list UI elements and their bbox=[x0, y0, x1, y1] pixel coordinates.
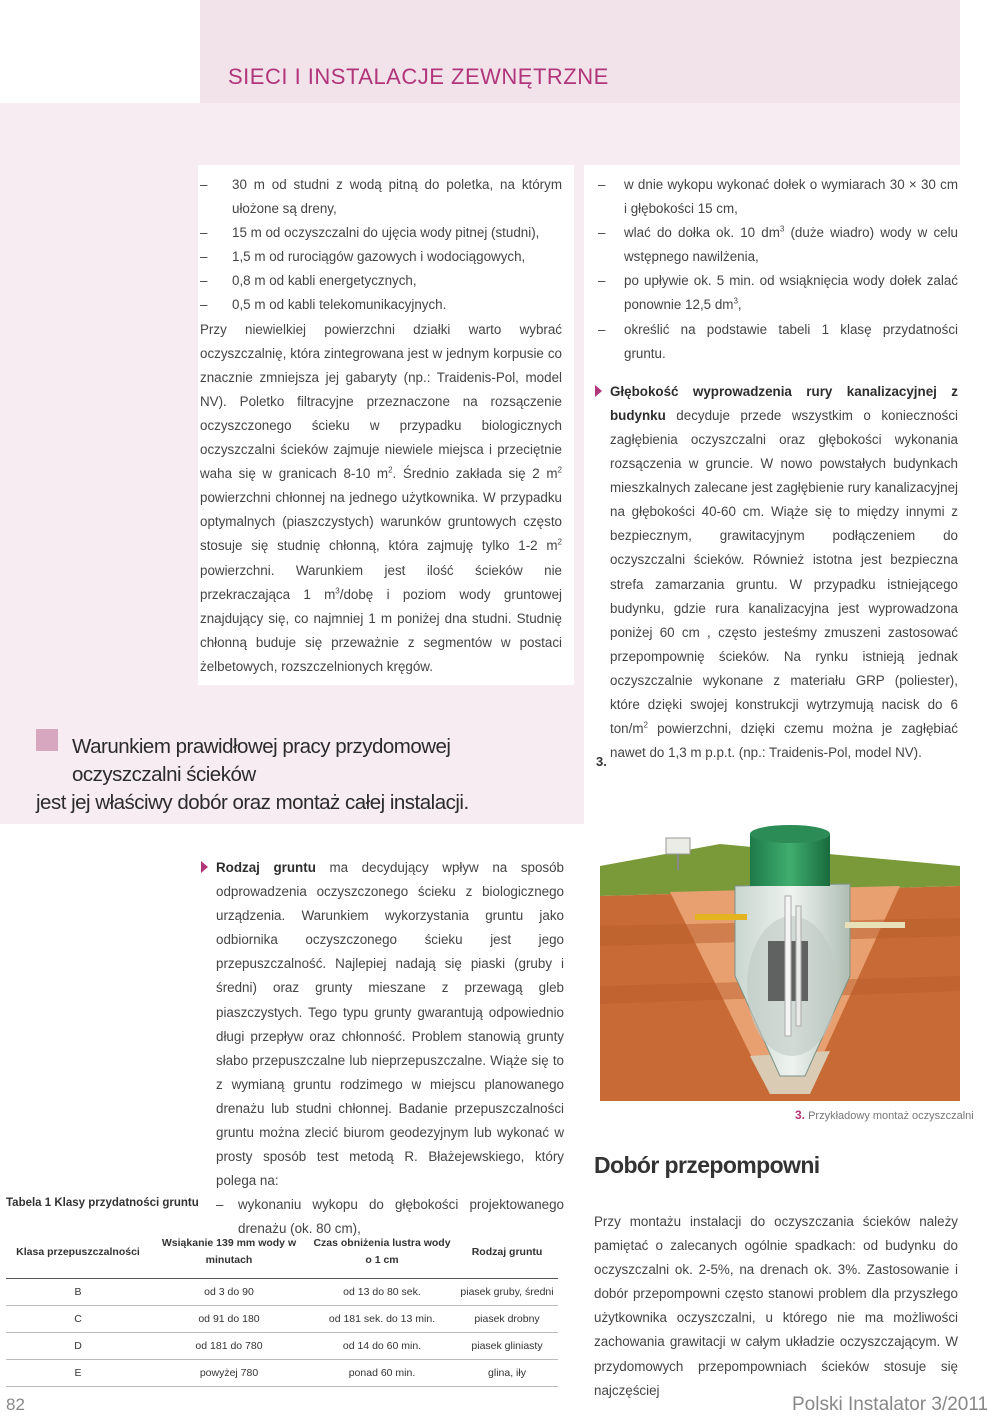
magazine-name: Polski Instalator 3/2011 bbox=[792, 1394, 988, 1415]
table-header-cell: Rodzaj gruntu bbox=[456, 1226, 558, 1279]
figure-number: 3. bbox=[596, 754, 607, 769]
table-cell: od 181 do 780 bbox=[150, 1333, 308, 1360]
table-header-row bbox=[6, 1226, 558, 1279]
table-row bbox=[6, 1306, 558, 1333]
section-paragraph: Przy montażu instalacji do oczyszczania ścieków należy pamiętać o zalecanych ogólnie spadkach: od budynku do oczyszczalni ok. 2-5%, na drenach ok. 3%. Zastosowanie i dobór przepompowni często stanowi problem dla przyszłego użytkownika oczyszczalni, u którego nie ma możliwości zachowania grawitacji w całym układzie oczyszczającym. W przydomowych przepompowniach ścieków stosuje się najczęściej bbox=[594, 1214, 958, 1398]
test-step-item: – określić na podstawie tabeli 1 klasę przydatności gruntu. bbox=[598, 318, 958, 366]
table-cell: C bbox=[6, 1306, 150, 1333]
section-heading: Dobór przepompowni bbox=[594, 1152, 820, 1178]
header-left-white bbox=[0, 0, 200, 103]
distance-item: – 0,5 m od kabli telekomunikacyjnych. bbox=[200, 293, 562, 317]
table-cell: piasek drobny bbox=[456, 1306, 558, 1333]
table-title: Tabela 1 Klasy przydatności gruntu bbox=[6, 1197, 199, 1209]
table-cell: piasek gruby, średni bbox=[456, 1279, 558, 1306]
table-cell: od 91 do 180 bbox=[150, 1306, 308, 1333]
septic-tank-illustration bbox=[600, 826, 960, 1106]
table-cell: D bbox=[6, 1333, 150, 1360]
distance-item: – 15 m od oczyszczalni do ujęcia wody pitnej (studni), bbox=[200, 221, 562, 245]
table-cell: E bbox=[6, 1360, 150, 1387]
table-row bbox=[6, 1279, 558, 1306]
table-header-cell: Wsiąkanie 139 mm wody w minutach bbox=[150, 1226, 308, 1279]
pull-quote bbox=[36, 733, 546, 817]
distance-item: – 30 m od studni z wodą pitną do poletka, na którym ułożone są dreny, bbox=[200, 173, 562, 221]
section-header-title: SIECI I INSTALACJE ZEWNĘTRZNE bbox=[228, 64, 609, 89]
distance-item: – 0,8 m od kabli energetycznych, bbox=[200, 269, 562, 293]
table-cell: od 3 do 90 bbox=[150, 1279, 308, 1306]
top-right-column bbox=[598, 173, 958, 765]
test-step-item: – w dnie wykopu wykonać dołek o wymiarach 30 × 30 cm i głębokości 15 cm, bbox=[598, 173, 958, 221]
test-step-item: – wlać do dołka ok. 10 $dm^3$ (duże wiadro) wody w celu wstępnego nawilżenia, bbox=[598, 221, 958, 269]
table-cell: od 13 do 80 sek. bbox=[308, 1279, 456, 1306]
table-cell: powyżej 780 bbox=[150, 1360, 308, 1387]
table-cell: piasek gliniasty bbox=[456, 1333, 558, 1360]
bullet-marker-icon bbox=[595, 385, 602, 397]
quote-line-2: jest jej właściwy dobór oraz montaż całej instalacji. bbox=[36, 791, 469, 814]
quote-line-1: Warunkiem prawidłowej pracy przydomowej oczyszczalni ścieków bbox=[72, 735, 451, 786]
paragraph-small-plot: Przy niewielkiej powierzchni działki warto wybrać oczyszczalnię, która zintegrowana jest w jednym korpusie co znacznie zmniejsza jej gabaryty (np.: Traidenis-Pol, model NV). Poletko filtracyjne przeznaczone na rozsączenie oczyszczonego ścieku w przypadku biologicznych oczyszczalni ścieków zajmuje niewiele miejsca i przeciętnie waha się w granicach 8-10 $m^2$. Średnio zakłada się 2 $m^2$ powierzchni chłonnej na jednego użytkownika. W przypadku optymalnych (piaszczystych) warunków gruntowych często stosuje się studnię chłonną, która zajmuję tylko 1-2 $m^2$ powierzchni. Warunkiem jest ilość ścieków nie przekraczająca 1 $m^3$/dobę i poziom wody gruntowej znajdujący się, co najmniej 1 m poniżej dna studni. Studnię chłonną buduje się przeważnie z segmentów w postaci żelbetowych, rozszczelnionych kręgów. bbox=[200, 321, 562, 674]
table-cell: ponad 60 min. bbox=[308, 1360, 456, 1387]
bottom-middle-column bbox=[216, 856, 564, 1242]
distance-item: – 1,5 m od rurociągów gazowych i wodociągowych, bbox=[200, 245, 562, 269]
table-row bbox=[6, 1333, 558, 1360]
soil-class-table bbox=[6, 1226, 558, 1387]
paragraph-pipe-depth: Głębokość wyprowadzenia rury kanalizacyjnej z budynku decyduje przede wszystkim o konieczności zagłębienia oczyszczalni oraz głębokości wykonania rozsączenia w gruncie. W nowo powstałych budynkach mieszkalnych zalecane jest zagłębienie rury kanalizacyjnej na głębokości 40-60 cm. Wiąże się to między innymi z bezpiecznym, grawitacyjnym podłączeniem do oczyszczalni ścieków. Również istotna jest bezpieczna strefa zamarzania gruntu. W przypadku istniejącego budynku, gdzie rura kanalizacyjna jest wyprowadzona poniżej 60 cm , często jesteśmy zmuszeni zastosować przepompownię ścieków. Na rynku istnieją jednak oczyszczalnie wykonane z materiału GRP (poliester), które dzięki swojej konstrukcji wytrzymują nacisk do 6 ton/$m^2$ powierzchni, dzięki czemu można je zagłębiać nawet do 1,3 m p.p.t. (np.: Traidenis-Pol, model NV). bbox=[598, 380, 958, 766]
table-cell: od 14 do 60 min. bbox=[308, 1333, 456, 1360]
table-cell: B bbox=[6, 1279, 150, 1306]
figure-caption: 3. Przykładowy montaż oczyszczalni bbox=[795, 1108, 974, 1122]
table-header-cell: Czas obniżenia lustra wody o 1 cm bbox=[308, 1226, 456, 1279]
test-step-item: – po upływie ok. 5 min. od wsiąknięcia wody dołek zalać ponownie 12,5 $dm^3$, bbox=[598, 269, 958, 317]
table-cell: od 181 sek. do 13 min. bbox=[308, 1306, 456, 1333]
top-middle-column bbox=[200, 173, 562, 679]
table-header-cell: Klasa przepuszczalności bbox=[6, 1226, 150, 1279]
paragraph-soil-type: Rodzaj gruntu ma decydujący wpływ na sposób odprowadzenia oczyszczonego ścieku z biologicznego urządzenia. Warunkiem wykorzystania gruntu jako odbiornika oczyszczonego ścieku jest jego przepuszczalność. Najlepiej nadają się piaski (gruby i średni) oraz grunty mieszane z przewagą gleb piaszczystych. Tego typu grunty gwarantują odpowiednio długi przepływ oraz chłonność. Problem stanowią grunty słabo przepuszczalne lub nieprzepuszczalne. Wiąże się to z wymianą gruntu rodzimego w miejscu planowanego drenażu lub studni chłonnej. Badanie przepuszczalności gruntu można zlecić biurom geodezyjnym lub wykonać w prosty sposób test metodą R. Błażejewskiego, który polega na: bbox=[216, 856, 564, 1193]
bullet-marker-icon bbox=[201, 861, 208, 873]
test-step-item: – wykonaniu wykopu do głębokości projektowanego drenażu (ok. 80 cm), bbox=[216, 1193, 564, 1241]
table-row bbox=[6, 1360, 558, 1387]
page-number: 82 bbox=[6, 1395, 25, 1414]
table-cell: glina, iły bbox=[456, 1360, 558, 1387]
